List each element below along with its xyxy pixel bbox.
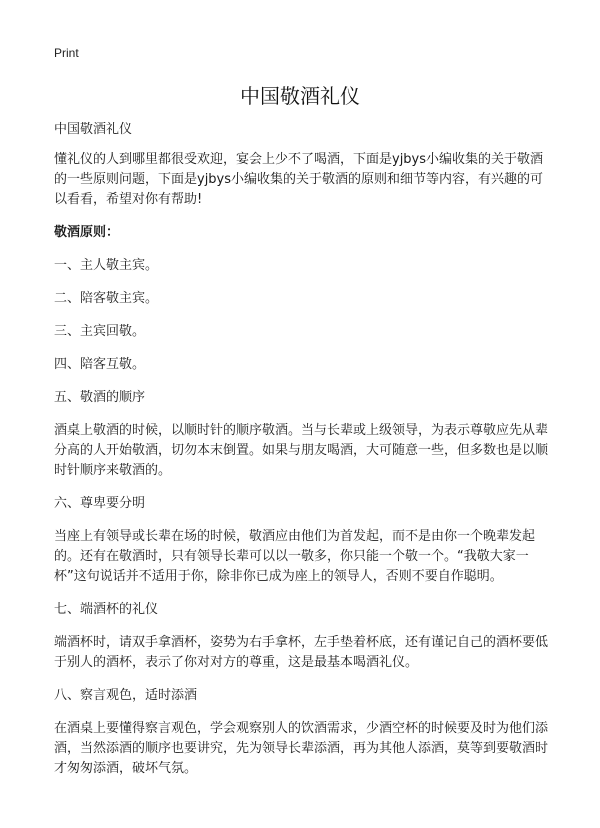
section-7-heading: 七、端酒杯的礼仪 <box>54 602 159 617</box>
section-5-heading: 五、敬酒的顺序 <box>54 390 146 405</box>
print-label: Print <box>54 46 79 60</box>
document-subtitle: 中国敬酒礼仪 <box>54 122 133 137</box>
section-6-heading: 六、尊卑要分明 <box>54 496 146 511</box>
section-6-paragraph: 当座上有领导或长辈在场的时候，敬酒应由他们为首发起，而不是由你一个晚辈发起的。还有在敬酒时，只有领导长辈可以以一敬多，你只能一个敬一个。“我敬大家一杯”这句说话并不适用于你，除非你已成为座上的领导人，否则不要自作聪明。 <box>54 529 536 584</box>
section-5-paragraph: 酒桌上敬酒的时候，以顺时针的顺序敬酒。当与长辈或上级领导，为表示尊敬应先从辈分高的人开始敬酒，切勿本末倒置。如果与朋友喝酒，大可随意一些，但多数也是以顺时针顺序来敬酒的。 <box>54 423 549 478</box>
item-1: 一、主人敬主宾。 <box>54 258 159 273</box>
section-8-heading: 八、察言观色，适时添酒 <box>54 688 198 703</box>
intro-paragraph: 懂礼仪的人到哪里都很受欢迎，宴会上少不了喝酒，下面是yjbys小编收集的关于敬酒的一些原则问题，下面是yjbys小编收集的关于敬酒的原则和细节等内容，有兴趣的可以看看，希望对你有帮助! <box>54 152 544 207</box>
document-title: 中国敬酒礼仪 <box>240 84 360 108</box>
item-3: 三、主宾回敬。 <box>54 324 146 339</box>
principles-heading: 敬酒原则： <box>54 225 120 240</box>
item-2: 二、陪客敬主宾。 <box>54 291 159 306</box>
document-body <box>54 120 550 792</box>
section-8-paragraph: 在酒桌上要懂得察言观色，学会观察别人的饮酒需求，少酒空杯的时候要及时为他们添酒，当然添酒的顺序也要讲究，先为领导长辈添酒，再为其他人添酒，莫等到要敬酒时才匆匆添酒，破坏气氛。 <box>54 721 549 776</box>
section-7-paragraph: 端酒杯时，请双手拿酒杯，姿势为右手拿杯，左手垫着杯底，还有谨记自己的酒杯要低于别人的酒杯，表示了你对对方的尊重，这是最基本喝酒礼仪。 <box>54 635 549 670</box>
item-4: 四、陪客互敬。 <box>54 357 146 372</box>
